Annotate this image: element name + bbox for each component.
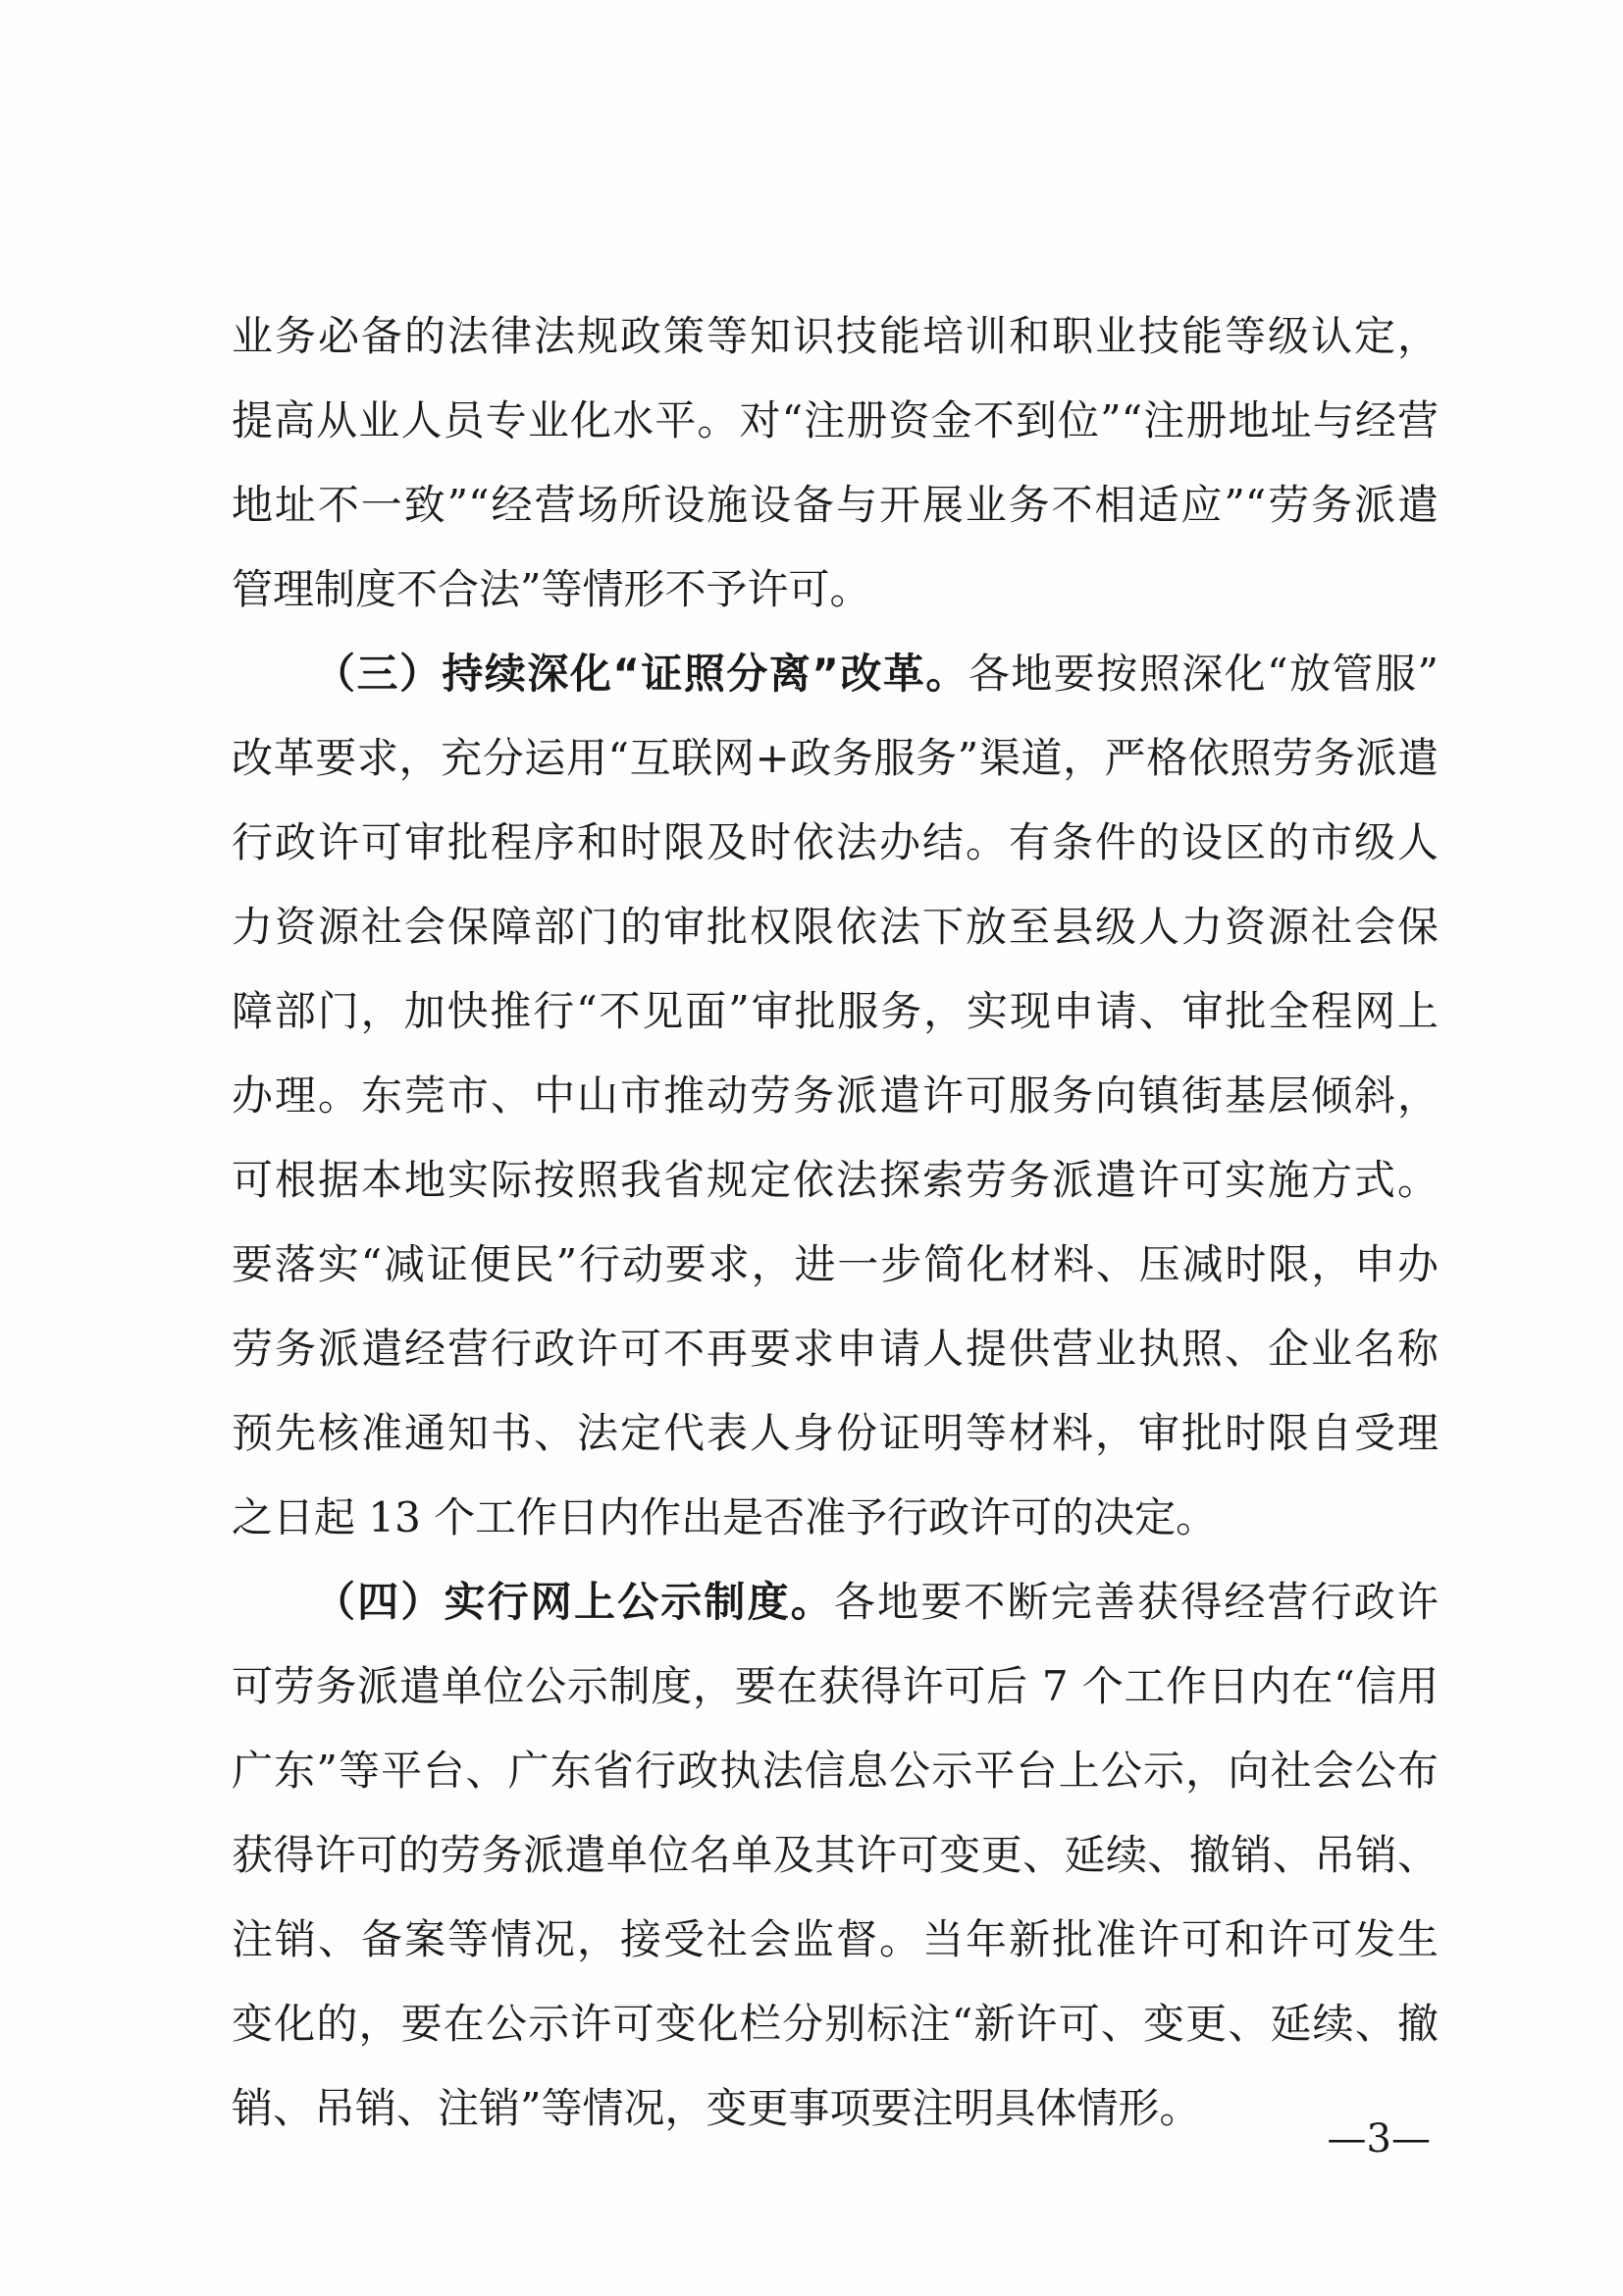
paragraph-3-line-3: 广东”等平台、广东省行政执法信息公示平台上公示，向社会公布 xyxy=(232,1747,1439,1795)
paragraph-2-line-3: 行政许可审批程序和时限及时依法办结。有条件的设区的市级人 xyxy=(232,818,1439,866)
paragraph-2-first-line-text: 各地要按照深化“放管服” xyxy=(968,650,1439,698)
paragraph-2-line-9: 劳务派遣经营行政许可不再要求申请人提供营业执照、企业名称 xyxy=(232,1325,1439,1373)
paragraph-1-line-4: 管理制度不合法”等情形不予许可。 xyxy=(232,565,871,613)
paragraph-2-line-7: 可根据本地实际按照我省规定依法探索劳务派遣许可实施方式。 xyxy=(232,1156,1439,1204)
paragraph-2-line-2: 改革要求，充分运用“互联网+政务服务”渠道，严格依照劳务派遣 xyxy=(232,734,1439,782)
paragraph-3-line-7: 销、吊销、注销”等情况，变更事项要注明具体情形。 xyxy=(232,2084,1201,2132)
paragraph-2-line-4: 力资源社会保障部门的审批权限依法下放至县级人力资源社会保 xyxy=(232,903,1439,951)
paragraph-2-first-line xyxy=(232,632,1439,716)
document-body xyxy=(232,294,1439,2151)
paragraph-3-line-2: 可劳务派遣单位公示制度，要在获得许可后 7 个工作日内在“信用 xyxy=(232,1662,1439,1710)
paragraph-1-line-3: 地址不一致”“经营场所设施设备与开展业务不相适应”“劳务派遣 xyxy=(232,481,1439,529)
section-4-heading: （四）实行网上公示制度。 xyxy=(314,1578,834,1626)
paragraph-1-line-2: 提高从业人员专业化水平。对“注册资金不到位”“注册地址与经营 xyxy=(232,396,1439,444)
paragraph-2-line-8: 要落实“减证便民”行动要求，进一步简化材料、压减时限，申办 xyxy=(232,1240,1439,1288)
paragraph-2-line-10: 预先核准通知书、法定代表人身份证明等材料，审批时限自受理 xyxy=(232,1409,1439,1457)
paragraph-2-line-5: 障部门，加快推行“不见面”审批服务，实现申请、审批全程网上 xyxy=(232,987,1439,1035)
paragraph-3-line-6: 变化的，要在公示许可变化栏分别标注“新许可、变更、延续、撤 xyxy=(232,2000,1439,2048)
paragraph-3-first-line-text: 各地要不断完善获得经营行政许 xyxy=(833,1578,1439,1626)
paragraph-2-line-11: 之日起 13 个工作日内作出是否准予行政许可的决定。 xyxy=(232,1493,1218,1541)
paragraph-3-line-5: 注销、备案等情况，接受社会监督。当年新批准许可和许可发生 xyxy=(232,1915,1439,1963)
paragraph-3-first-line xyxy=(232,1560,1439,1644)
paragraph-3-line-4: 获得许可的劳务派遣单位名单及其许可变更、延续、撤销、吊销、 xyxy=(232,1831,1439,1879)
page-number: —3— xyxy=(1327,2116,1431,2162)
paragraph-2-line-6: 办理。东莞市、中山市推动劳务派遣许可服务向镇街基层倾斜， xyxy=(232,1071,1439,1120)
section-3-heading: （三）持续深化“证照分离”改革。 xyxy=(314,650,969,698)
paragraph-1-line-1: 业务必备的法律法规政策等知识技能培训和职业技能等级认定， xyxy=(232,312,1439,360)
